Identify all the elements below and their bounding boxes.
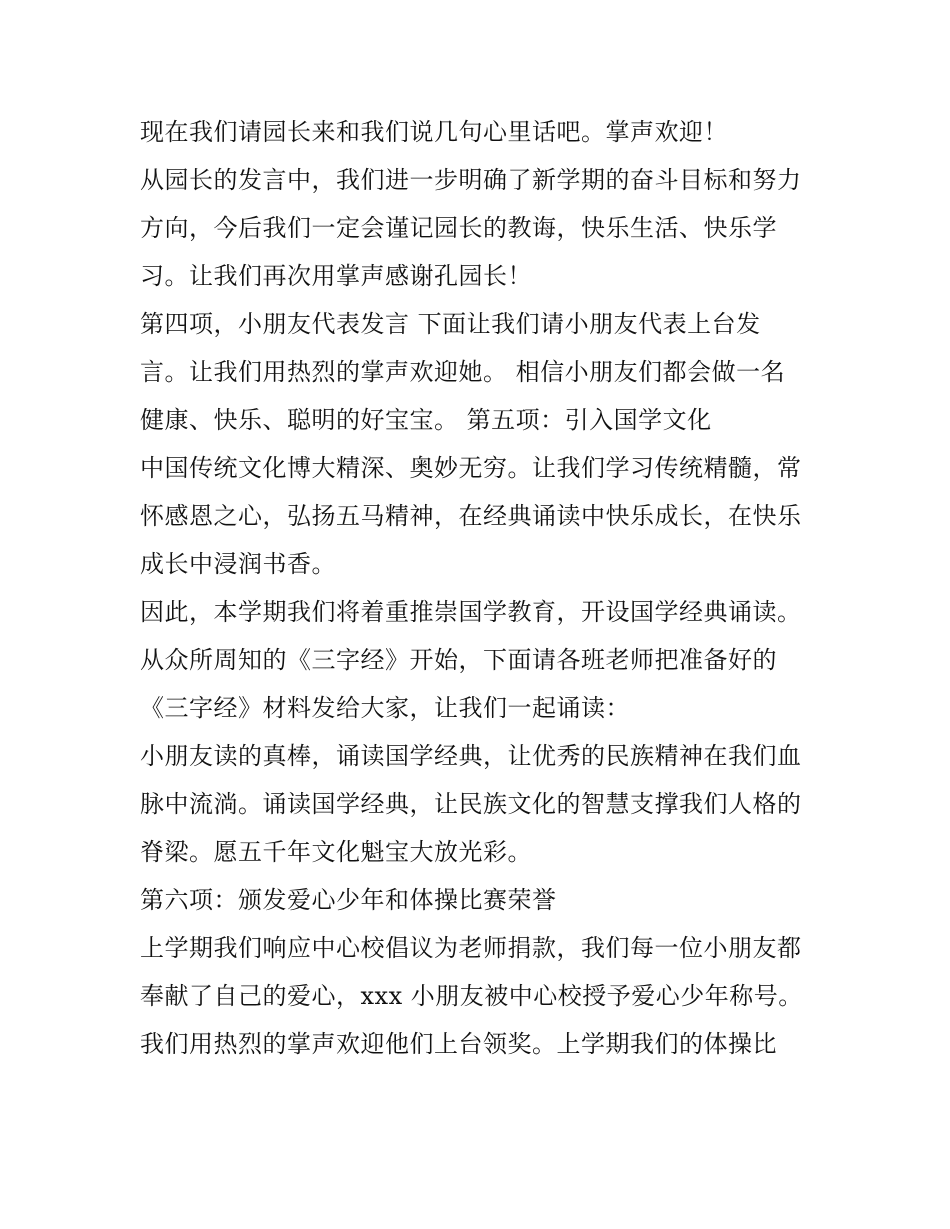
text-line: 怀感恩之心，弘扬五马精神，在经典诵读中快乐成长，在快乐 <box>140 502 802 530</box>
text-line: 脉中流淌。诵读国学经典，让民族文化的智慧支撑我们人格的 <box>140 790 802 818</box>
text-line: 奉献了自己的爱心，xxx 小朋友被中心校授予爱心少年称号。 <box>140 982 803 1010</box>
text-line: 小朋友读的真棒，诵读国学经典，让优秀的民族精神在我们血 <box>140 742 802 770</box>
text-line: 《三字经》材料发给大家，让我们一起诵读： <box>140 694 630 722</box>
text-line: 习。让我们再次用掌声感谢孔园长！ <box>140 262 532 290</box>
text-line: 现在我们请园长来和我们说几句心里话吧。掌声欢迎！ <box>140 118 728 146</box>
text-line: 第四项，小朋友代表发言 下面让我们请小朋友代表上台发 <box>140 310 761 338</box>
text-line: 言。让我们用热烈的掌声欢迎她。 相信小朋友们都会做一名 <box>140 358 786 386</box>
text-line: 方向，今后我们一定会谨记园长的教诲，快乐生活、快乐学 <box>140 214 777 242</box>
text-line: 中国传统文化博大精深、奥妙无穷。让我们学习传统精髓，常 <box>140 454 802 482</box>
text-line: 上学期我们响应中心校倡议为老师捐款，我们每一位小朋友都 <box>140 934 802 962</box>
text-line: 我们用热烈的掌声欢迎他们上台领奖。上学期我们的体操比 <box>140 1030 777 1058</box>
text-line: 脊梁。愿五千年文化魁宝大放光彩。 <box>140 838 532 866</box>
text-line: 成长中浸润书香。 <box>140 550 336 578</box>
body-text <box>140 108 830 1068</box>
text-line: 从众所周知的《三字经》开始，下面请各班老师把准备好的 <box>140 646 777 674</box>
text-line: 健康、快乐、聪明的好宝宝。 第五项：引入国学文化 <box>140 406 712 434</box>
text-line: 第六项：颁发爱心少年和体操比赛荣誉 <box>140 886 557 914</box>
text-line: 因此，本学期我们将着重推崇国学教育，开设国学经典诵读。 <box>140 598 802 626</box>
text-line: 从园长的发言中，我们进一步明确了新学期的奋斗目标和努力 <box>140 166 802 194</box>
